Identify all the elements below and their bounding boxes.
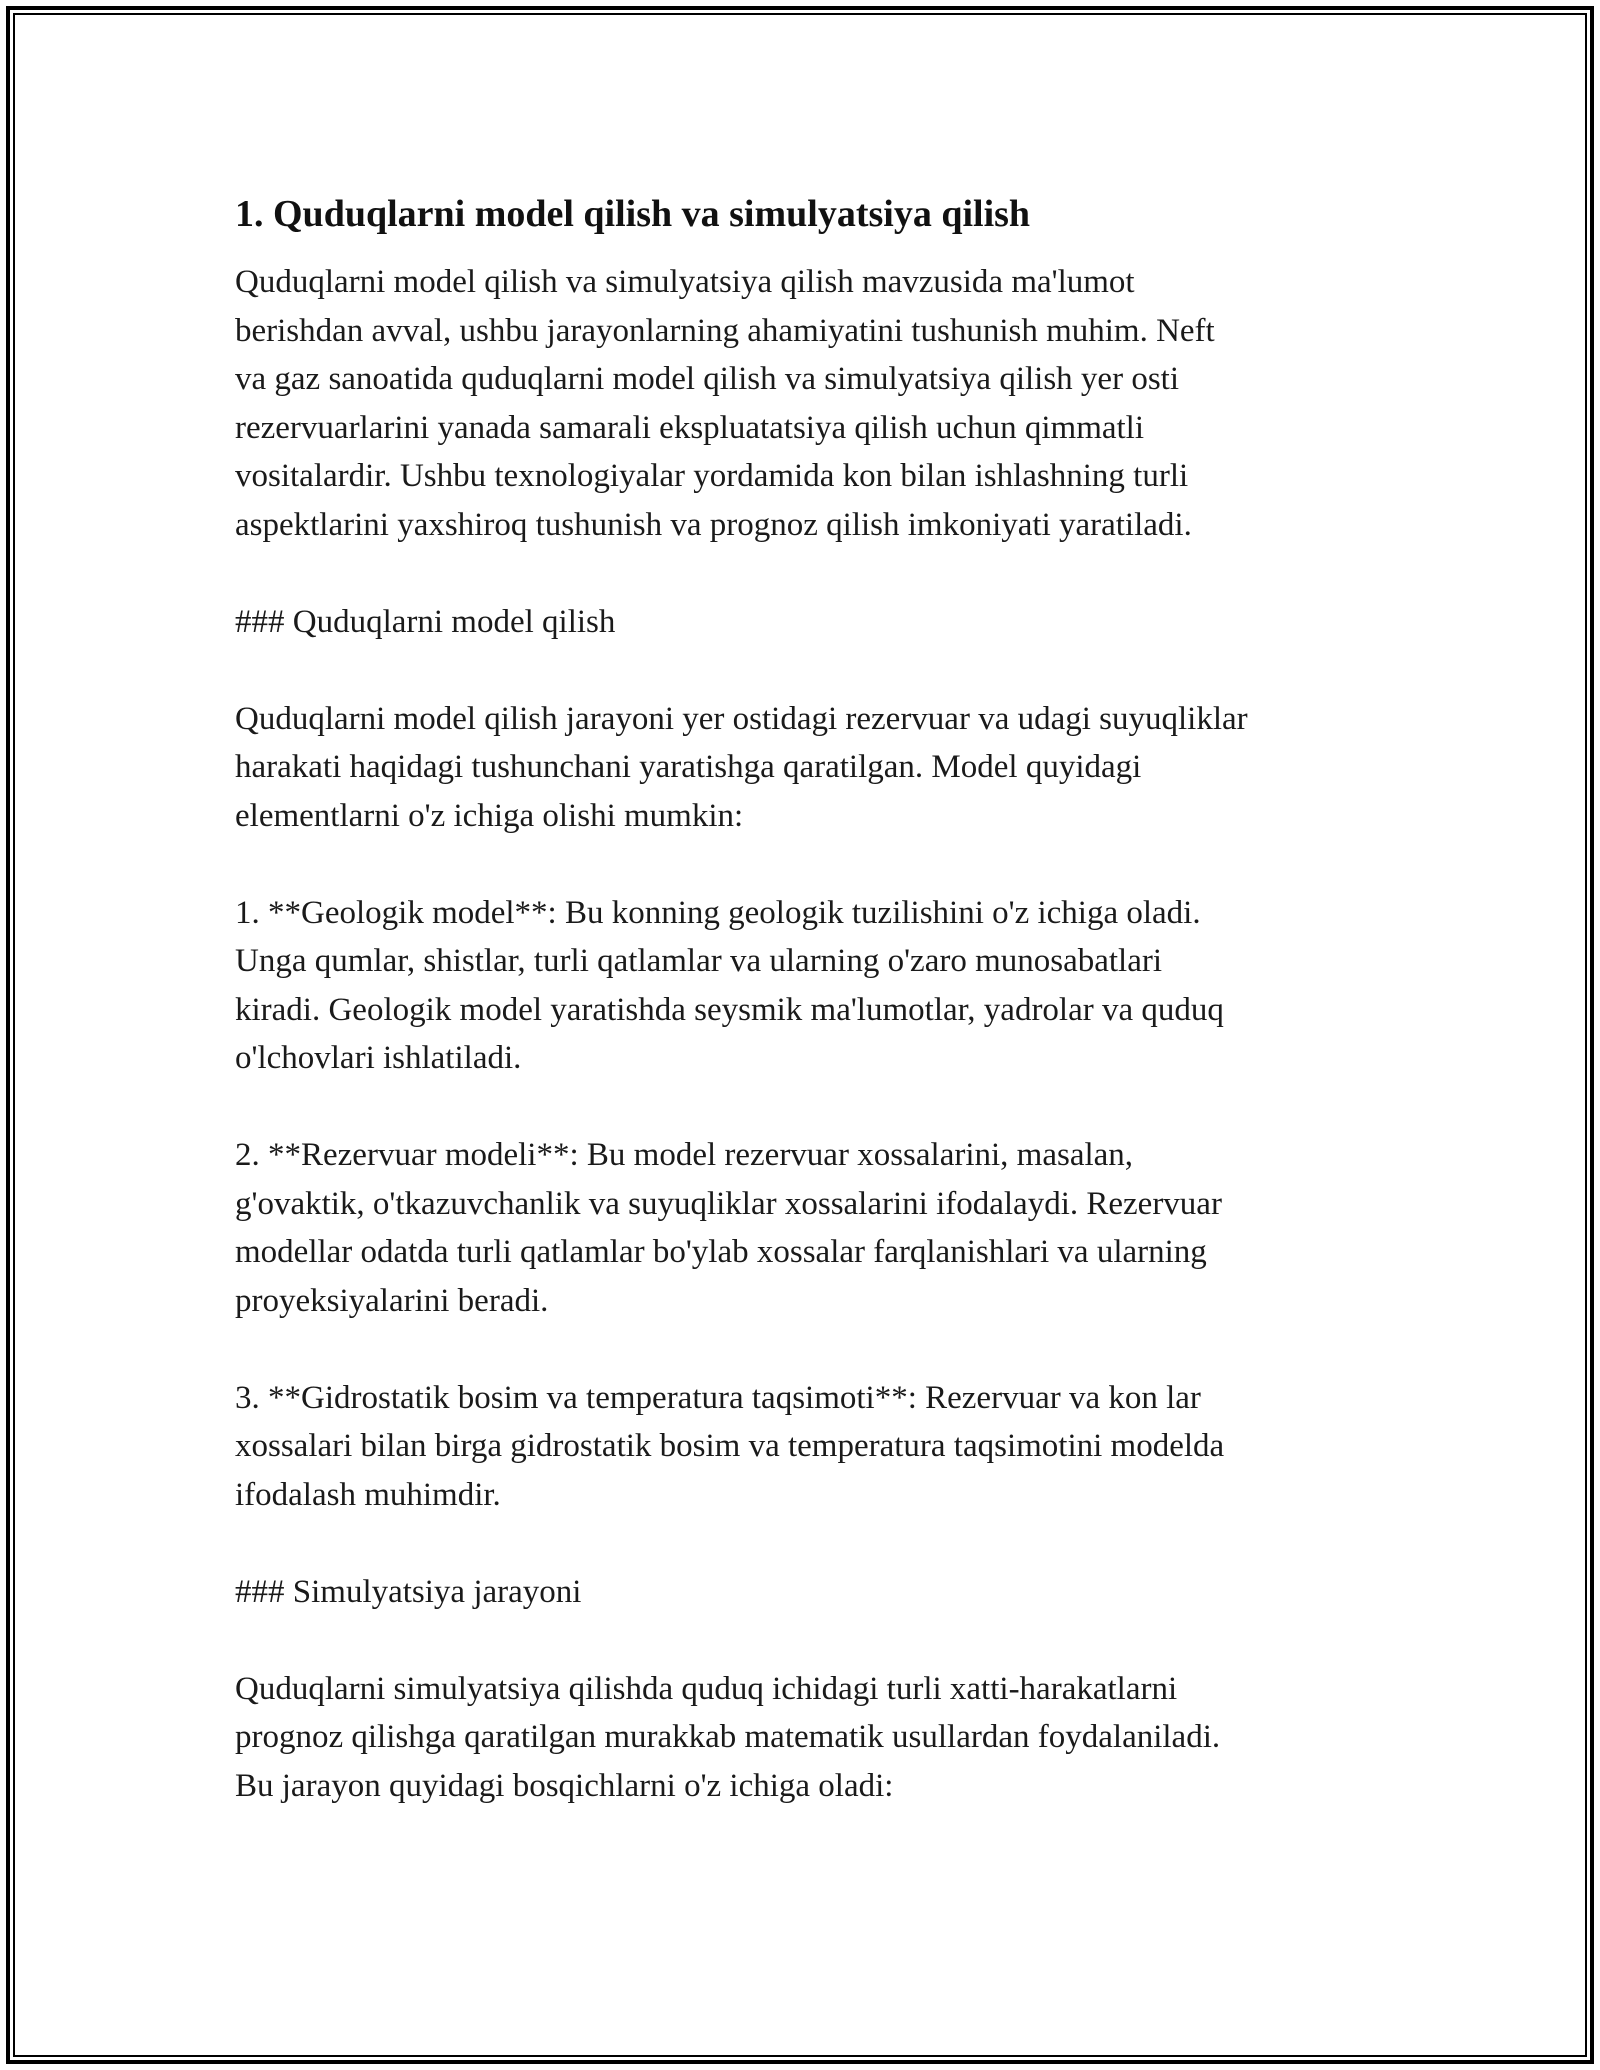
modeling-paragraph: Quduqlarni model qilish jarayoni yer ostidagi rezervuar va udagi suyuqliklar harakati haqidagi tushunchani yaratishga qaratilgan. Model quyidagi elementlarni o'z ichiga olishi mumkin: — [235, 700, 1248, 834]
list-item-pressure-temperature: 3. **Gidrostatik bosim va temperatura taqsimoti**: Rezervuar va kon lar xossalari bilan birga gidrostatik bosim va temperatura taqsimotini modelda ifodalash muhimdir. — [235, 1379, 1225, 1513]
list-item-reservoir-model: 2. **Rezervuar modeli**: Bu model rezervuar xossalarini, masalan, g'ovaktik, o'tkazuvchanlik va suyuqliklar xossalarini ifodalaydi. Rezervuar modellar odatda turli qatlamlar bo'ylab xossalar farqlanishlari va ularning proyeksiyalarini beradi. — [235, 1137, 1222, 1319]
list-item-geologic-model: 1. **Geologik model**: Bu konning geologik tuzilishini o'z ichiga oladi. Unga qumlar, shistlar, turli qatlamlar va ularning o'zaro munosabatlari kiradi. Geologik model yaratishda seysmik ma'lumotlar, yadrolar va quduq o'lchovlari ishlatiladi. — [235, 894, 1224, 1076]
intro-paragraph: Quduqlarni model qilish va simulyatsiya qilish mavzusida ma'lumot berishdan avval, ushbu jarayonlarning ahamiyatini tushunish muhim. Neft va gaz sanoatida quduqlarni model qilish va simulyatsiya qilish yer osti rezervuarlarini yanada samarali ekspluatatsiya qilish uchun qimmatli vositalardir. Ushbu texnologiyalar yordamida kon bilan ishlashning turli aspektlarini yaxshiroq tushunish va prognoz qilish imkoniyati yaratiladi. — [235, 264, 1215, 543]
spacer — [235, 1325, 1365, 1374]
document-title: 1. Quduqlarni model qilish va simulyatsiya qilish — [235, 193, 1031, 235]
spacer — [235, 1083, 1365, 1132]
spacer — [235, 1519, 1365, 1568]
section-heading-simulation: ### Simulyatsiya jarayoni — [235, 1573, 582, 1610]
document-body — [235, 188, 1365, 1810]
spacer — [235, 549, 1365, 598]
spacer — [235, 840, 1365, 889]
section-heading-modeling: ### Quduqlarni model qilish — [235, 603, 616, 640]
simulation-paragraph: Quduqlarni simulyatsiya qilishda quduq ichidagi turli xatti-harakatlarni prognoz qilishga qaratilgan murakkab matematik usullardan foydalaniladi. Bu jarayon quyidagi bosqichlarni o'z ichiga oladi: — [235, 1670, 1221, 1804]
spacer — [235, 1616, 1365, 1665]
spacer — [235, 646, 1365, 695]
